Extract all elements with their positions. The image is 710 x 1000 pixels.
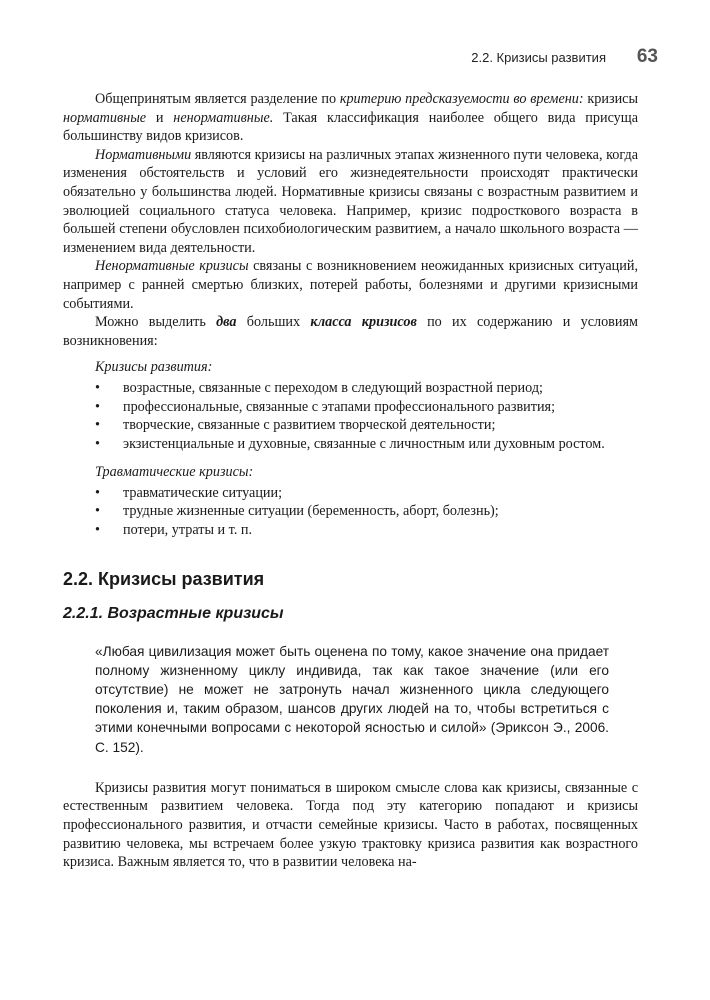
list-item: • профессиональные, связанные с этапами профессионального развития; xyxy=(95,398,556,415)
list-item: • потери, утраты и т. п. xyxy=(95,522,253,539)
paragraph-normative: Нормативными являются кризисы на различных этапах жизненного пути человека, когда изменения обстоятельств и условий его жизнедеятельности происходят практически обязательно у большинства людей. Нормативные кризисы связаны с возрастным развитием и эволюцией социального статуса человека. Например, кризис подросткового возраста в большей степени обусловлен психобиологическим развитием, а начало школьного возраста — изменением вида деятельности. xyxy=(63,146,638,256)
paragraph-non-normative: Ненормативные кризисы связаны с возникновением неожиданных кризисных ситуаций, например с ранней смертью близких, потерей работы, болезнями и другими кризисными событиями. xyxy=(63,258,638,312)
running-head: 2.2. Кризисы развития xyxy=(471,50,606,65)
bullet-icon: • xyxy=(95,484,100,501)
list-item: • трудные жизненные ситуации (беременность, аборт, болезнь); xyxy=(95,503,499,520)
page-body xyxy=(63,90,638,872)
list-item: • травматические ситуации; xyxy=(95,484,283,501)
list-item: • творческие, связанные с развитием творческой деятельности; xyxy=(95,417,496,434)
traumatic-crises-list xyxy=(63,484,638,540)
paragraph-development-crises: Кризисы развития могут пониматься в широком смысле слова как кризисы, связанные с естественным развитием человека. Тогда под эту категорию попадают и кризисы профессионального развития, и отчасти семейные кризисы. Часто в работах, посвященных развитию человека, мы встречаем более узкую трактовку кризиса развития как возрастного кризиса. Важным является то, что в развитии человека на- xyxy=(63,779,638,871)
page-header xyxy=(0,46,710,70)
page-number: 63 xyxy=(636,46,658,67)
bullet-icon: • xyxy=(95,398,100,415)
development-crises-list xyxy=(63,379,638,453)
list-heading-traumatic: Травматические кризисы: xyxy=(95,464,254,481)
subsection-heading: 2.2.1. Возрастные кризисы xyxy=(63,604,284,622)
paragraph-two-classes: Можно выделить два больших класса кризисов по их содержанию и условиям возникновения: xyxy=(63,314,638,349)
list-heading-development: Кризисы развития: xyxy=(95,359,213,376)
bullet-icon: • xyxy=(95,522,100,539)
epigraph-quote: «Любая цивилизация может быть оценена по тому, какое значение она придает полному жизненному циклу индивида, так как такое значение (или его отсутствие) не может не затронуть начал жизненного цикла следующего поколения и, таким образом, шансов других людей на то, чтобы встретиться с этими конечными вопросами с некоторой ясностью и силой» (Эриксон Э., 2006. С. 152). xyxy=(95,643,609,755)
bullet-icon: • xyxy=(95,379,100,396)
bullet-icon: • xyxy=(95,435,100,452)
paragraph-classification: Общепринятым является разделение по критерию предсказуемости во времени: кризисы нормативные и ненормативные. Такая классификация наиболее общего вида присуща большинству видов кризисов. xyxy=(63,91,639,145)
bullet-icon: • xyxy=(95,503,100,520)
bullet-icon: • xyxy=(95,417,100,434)
list-item: • экзистенциальные и духовные, связанные с личностным или духовным ростом. xyxy=(95,435,605,452)
list-item: • возрастные, связанные с переходом в следующий возрастной период; xyxy=(95,379,543,396)
section-heading: 2.2. Кризисы развития xyxy=(63,568,265,589)
